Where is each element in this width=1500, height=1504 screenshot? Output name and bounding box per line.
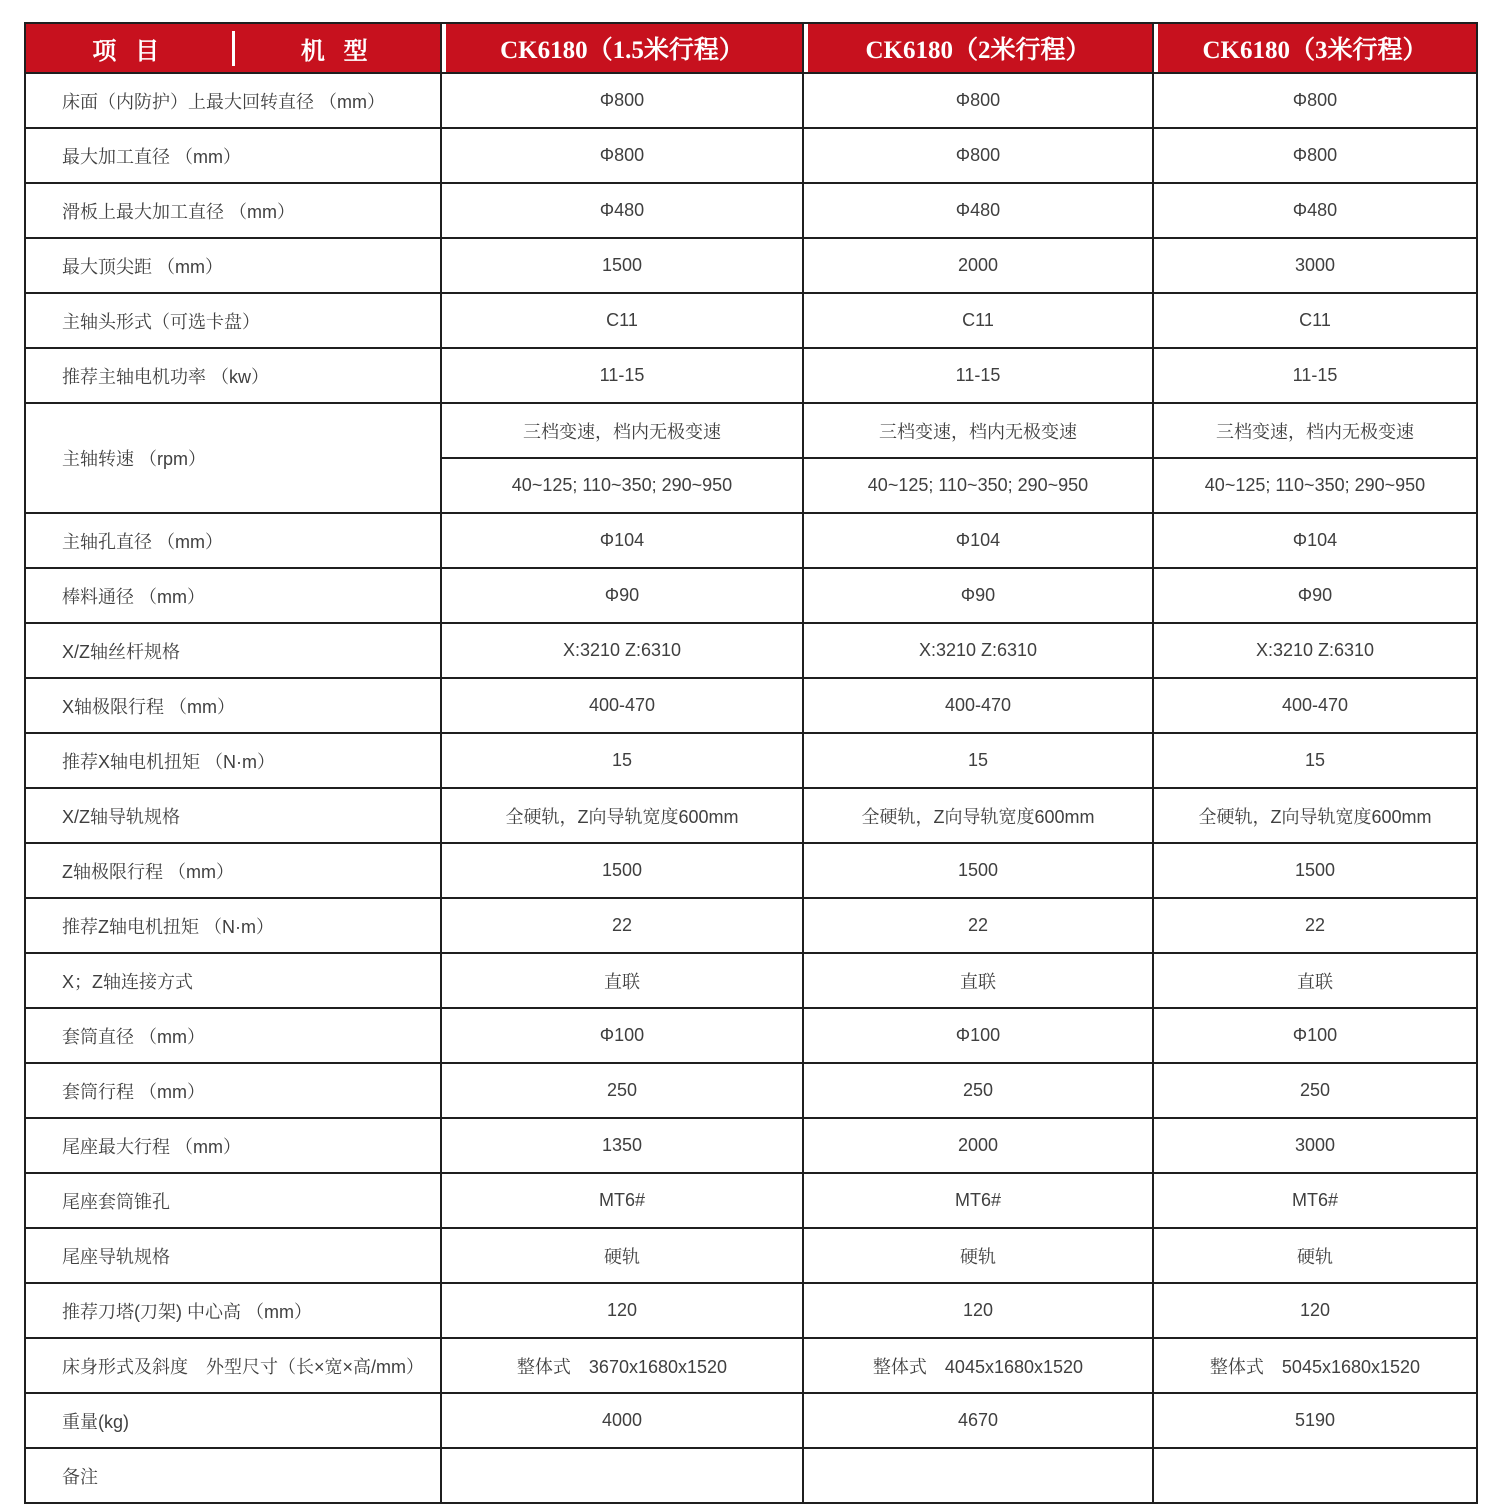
table-row [25, 1063, 1477, 1118]
table-row [25, 348, 1477, 403]
spec-value-cell: 直联 [803, 953, 1153, 1008]
spec-label-cell: 尾座导轨规格 [25, 1228, 441, 1283]
spec-label-cell: 主轴头形式（可选卡盘） [25, 293, 441, 348]
header-item-model-cell [25, 23, 441, 73]
table-row [25, 1338, 1477, 1393]
header-item-label: 项 目 [92, 37, 166, 65]
spec-value-cell [803, 1448, 1153, 1503]
spec-label-cell: 最大加工直径 （mm） [25, 128, 441, 183]
spec-label-cell: 滑板上最大加工直径 （mm） [25, 183, 441, 238]
table-row [25, 293, 1477, 348]
spec-label-cell: 床面（内防护）上最大回转直径 （mm） [25, 73, 441, 128]
spec-label-cell: 主轴转速 （rpm） [25, 403, 441, 513]
table-row [25, 73, 1477, 128]
spec-label-cell: 推荐Z轴电机扭矩 （N·m） [25, 898, 441, 953]
table-row [25, 1283, 1477, 1338]
spec-value-cell: 1500 [441, 238, 803, 293]
table-row [25, 678, 1477, 733]
spec-value-cell: MT6# [803, 1173, 1153, 1228]
spec-value-cell: Φ800 [803, 128, 1153, 183]
spec-value-cell: 全硬轨，Z向导轨宽度600mm [441, 788, 803, 843]
spec-value-cell: 1500 [1153, 843, 1477, 898]
spec-label-cell: 备注 [25, 1448, 441, 1503]
spec-value-cell: Φ90 [803, 568, 1153, 623]
table-row [25, 403, 1477, 458]
spec-label-cell: X/Z轴丝杆规格 [25, 623, 441, 678]
spec-label-cell: 最大顶尖距 （mm） [25, 238, 441, 293]
spec-value-cell: 40~125; 110~350; 290~950 [441, 458, 803, 513]
spec-label-cell: 棒料通径 （mm） [25, 568, 441, 623]
spec-value-cell: 120 [803, 1283, 1153, 1338]
spec-value-cell: 三档变速，档内无极变速 [1153, 403, 1477, 458]
spec-value-cell: 全硬轨，Z向导轨宽度600mm [803, 788, 1153, 843]
table-row [25, 788, 1477, 843]
spec-value-cell: 1350 [441, 1118, 803, 1173]
spec-value-cell: 2000 [803, 1118, 1153, 1173]
spec-value-cell: Φ90 [1153, 568, 1477, 623]
spec-value-cell: 硬轨 [1153, 1228, 1477, 1283]
spec-value-cell: 11-15 [1153, 348, 1477, 403]
table-row [25, 843, 1477, 898]
spec-label-cell: X；Z轴连接方式 [25, 953, 441, 1008]
spec-label-cell: 推荐主轴电机功率 （kw） [25, 348, 441, 403]
header-column-model-1: CK6180（1.5米行程） [441, 23, 803, 73]
spec-value-cell: 22 [803, 898, 1153, 953]
spec-value-cell: 400-470 [441, 678, 803, 733]
spec-value-cell: Φ104 [441, 513, 803, 568]
spec-table [24, 22, 1478, 1504]
spec-value-cell: Φ104 [1153, 513, 1477, 568]
spec-value-cell: 1500 [803, 843, 1153, 898]
spec-value-cell: 400-470 [803, 678, 1153, 733]
spec-value-cell: 直联 [1153, 953, 1477, 1008]
spec-value-cell: X:3210 Z:6310 [441, 623, 803, 678]
spec-value-cell: Φ100 [1153, 1008, 1477, 1063]
spec-label-cell: 床身形式及斜度 外型尺寸（长×宽×高/mm） [25, 1338, 441, 1393]
header-row [25, 23, 1477, 73]
spec-value-cell: Φ800 [1153, 128, 1477, 183]
spec-value-cell: 1500 [441, 843, 803, 898]
table-row [25, 513, 1477, 568]
spec-value-cell: 11-15 [803, 348, 1153, 403]
spec-value-cell: 11-15 [441, 348, 803, 403]
spec-value-cell: X:3210 Z:6310 [1153, 623, 1477, 678]
spec-label-cell: 套筒直径 （mm） [25, 1008, 441, 1063]
spec-value-cell: 22 [441, 898, 803, 953]
spec-value-cell: Φ90 [441, 568, 803, 623]
spec-value-cell: 15 [441, 733, 803, 788]
table-header [25, 23, 1477, 73]
spec-label-cell: Z轴极限行程 （mm） [25, 843, 441, 898]
spec-value-cell: 120 [441, 1283, 803, 1338]
spec-value-cell: 250 [1153, 1063, 1477, 1118]
header-split [26, 31, 440, 66]
table-row [25, 238, 1477, 293]
spec-value-cell: Φ800 [441, 73, 803, 128]
spec-value-cell: 15 [1153, 733, 1477, 788]
spec-value-cell: 4000 [441, 1393, 803, 1448]
spec-value-cell: Φ100 [441, 1008, 803, 1063]
spec-value-cell: 40~125; 110~350; 290~950 [803, 458, 1153, 513]
spec-label-cell: 主轴孔直径 （mm） [25, 513, 441, 568]
spec-value-cell: 三档变速，档内无极变速 [803, 403, 1153, 458]
spec-label-cell: 推荐X轴电机扭矩 （N·m） [25, 733, 441, 788]
table-row [25, 128, 1477, 183]
table-row [25, 623, 1477, 678]
spec-value-cell: 直联 [441, 953, 803, 1008]
spec-value-cell: C11 [803, 293, 1153, 348]
spec-label-cell: 尾座最大行程 （mm） [25, 1118, 441, 1173]
header-column-model-2: CK6180（2米行程） [803, 23, 1153, 73]
spec-value-cell: Φ480 [1153, 183, 1477, 238]
spec-value-cell: 2000 [803, 238, 1153, 293]
table-row [25, 183, 1477, 238]
table-row [25, 953, 1477, 1008]
spec-value-cell: 40~125; 110~350; 290~950 [1153, 458, 1477, 513]
spec-value-cell: 120 [1153, 1283, 1477, 1338]
spec-value-cell: Φ104 [803, 513, 1153, 568]
table-row [25, 1228, 1477, 1283]
spec-value-cell: Φ480 [803, 183, 1153, 238]
spec-value-cell: 250 [441, 1063, 803, 1118]
spec-value-cell [441, 1448, 803, 1503]
table-row [25, 1173, 1477, 1228]
table-row [25, 568, 1477, 623]
table-row [25, 898, 1477, 953]
spec-label-cell: 尾座套筒锥孔 [25, 1173, 441, 1228]
table-row [25, 733, 1477, 788]
spec-value-cell: 22 [1153, 898, 1477, 953]
spec-value-cell: 硬轨 [441, 1228, 803, 1283]
table-row [25, 1393, 1477, 1448]
spec-value-cell: 3000 [1153, 1118, 1477, 1173]
spec-value-cell: 三档变速，档内无极变速 [441, 403, 803, 458]
spec-value-cell: C11 [441, 293, 803, 348]
spec-value-cell: Φ100 [803, 1008, 1153, 1063]
spec-value-cell: 整体式 4045x1680x1520 [803, 1338, 1153, 1393]
spec-value-cell [1153, 1448, 1477, 1503]
spec-label-cell: 推荐刀塔(刀架) 中心高 （mm） [25, 1283, 441, 1338]
spec-label-cell: X/Z轴导轨规格 [25, 788, 441, 843]
spec-value-cell: 5190 [1153, 1393, 1477, 1448]
spec-value-cell: 整体式 5045x1680x1520 [1153, 1338, 1477, 1393]
spec-value-cell: Φ480 [441, 183, 803, 238]
spec-value-cell: 硬轨 [803, 1228, 1153, 1283]
spec-value-cell: MT6# [1153, 1173, 1477, 1228]
spec-value-cell: 250 [803, 1063, 1153, 1118]
spec-value-cell: Φ800 [803, 73, 1153, 128]
header-column-model-3: CK6180（3米行程） [1153, 23, 1477, 73]
spec-label-cell: 套筒行程 （mm） [25, 1063, 441, 1118]
spec-value-cell: C11 [1153, 293, 1477, 348]
spec-value-cell: MT6# [441, 1173, 803, 1228]
table-body [25, 73, 1477, 1503]
spec-value-cell: 15 [803, 733, 1153, 788]
spec-value-cell: 全硬轨，Z向导轨宽度600mm [1153, 788, 1477, 843]
spec-value-cell: 400-470 [1153, 678, 1477, 733]
table-row [25, 1448, 1477, 1503]
spec-value-cell: X:3210 Z:6310 [803, 623, 1153, 678]
table-row [25, 1118, 1477, 1173]
spec-label-cell: X轴极限行程 （mm） [25, 678, 441, 733]
spec-value-cell: Φ800 [1153, 73, 1477, 128]
header-model-label: 机 型 [300, 37, 374, 65]
spec-label-cell: 重量(kg) [25, 1393, 441, 1448]
spec-value-cell: 3000 [1153, 238, 1477, 293]
spec-value-cell: 4670 [803, 1393, 1153, 1448]
spec-value-cell: 整体式 3670x1680x1520 [441, 1338, 803, 1393]
table-row [25, 1008, 1477, 1063]
spec-value-cell: Φ800 [441, 128, 803, 183]
